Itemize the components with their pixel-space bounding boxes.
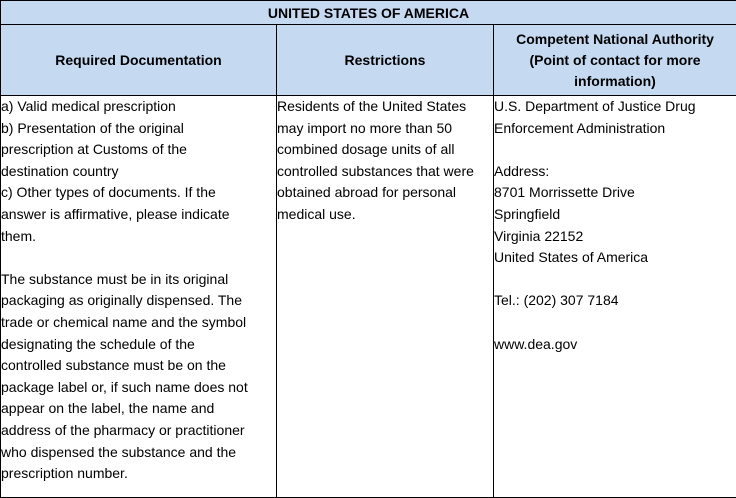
documentation-line: c) Other types of documents. If the [1,182,276,204]
paragraph-spacer [494,269,736,291]
documentation-line: The substance must be in its original [1,269,276,291]
address-label: Address: [494,161,736,183]
header-authority-line: information) [494,71,736,92]
restrictions-line: combined dosage units of all [277,139,493,161]
address-line: Springfield [494,204,736,226]
restrictions-line: may import no more than 50 [277,118,493,140]
competent-authority-cell [494,96,736,498]
documentation-line: appear on the label, the name and [1,398,276,420]
documentation-line: prescription number. [1,463,276,485]
paragraph-spacer [494,139,736,161]
restrictions-cell [277,96,494,498]
documentation-line: prescription at Customs of the [1,139,276,161]
title-row [1,1,736,25]
documentation-line: trade or chemical name and the symbol [1,312,276,334]
required-documentation-cell [1,96,277,498]
restrictions-line: controlled substances that were [277,161,493,183]
restrictions-line: medical use. [277,204,493,226]
header-required-documentation: Required Documentation [1,25,277,96]
phone-number: Tel.: (202) 307 7184 [494,290,736,312]
website-text: www.dea.gov [494,334,736,356]
documentation-line: them. [1,226,276,248]
address-line: United States of America [494,247,736,269]
header-row [1,25,736,96]
address-line: Virginia 22152 [494,226,736,248]
header-competent-authority [494,25,736,96]
documentation-line: controlled substance must be on the [1,355,276,377]
documentation-line: a) Valid medical prescription [1,96,276,118]
agency-name-line: Enforcement Administration [494,118,736,140]
header-authority-line: Competent National Authority [494,29,736,50]
documentation-line: designating the schedule of the [1,334,276,356]
table-title: UNITED STATES OF AMERICA [1,1,736,25]
paragraph-spacer [494,312,736,334]
documentation-line: b) Presentation of the original [1,118,276,140]
address-line: 8701 Morrissette Drive [494,182,736,204]
content-row [1,96,736,498]
restrictions-line: obtained abroad for personal [277,182,493,204]
documentation-line: who dispensed the substance and the [1,442,276,464]
header-restrictions: Restrictions [277,25,494,96]
documentation-line: address of the pharmacy or practitioner [1,420,276,442]
header-authority-line: (Point of contact for more [494,50,736,71]
paragraph-spacer [1,247,276,269]
documentation-line: packaging as originally dispensed. The [1,290,276,312]
restrictions-line: Residents of the United States [277,96,493,118]
documentation-line: destination country [1,161,276,183]
agency-name-line: U.S. Department of Justice Drug [494,96,736,118]
documentation-line: package label or, if such name does not [1,377,276,399]
documentation-line: answer is affirmative, please indicate [1,204,276,226]
